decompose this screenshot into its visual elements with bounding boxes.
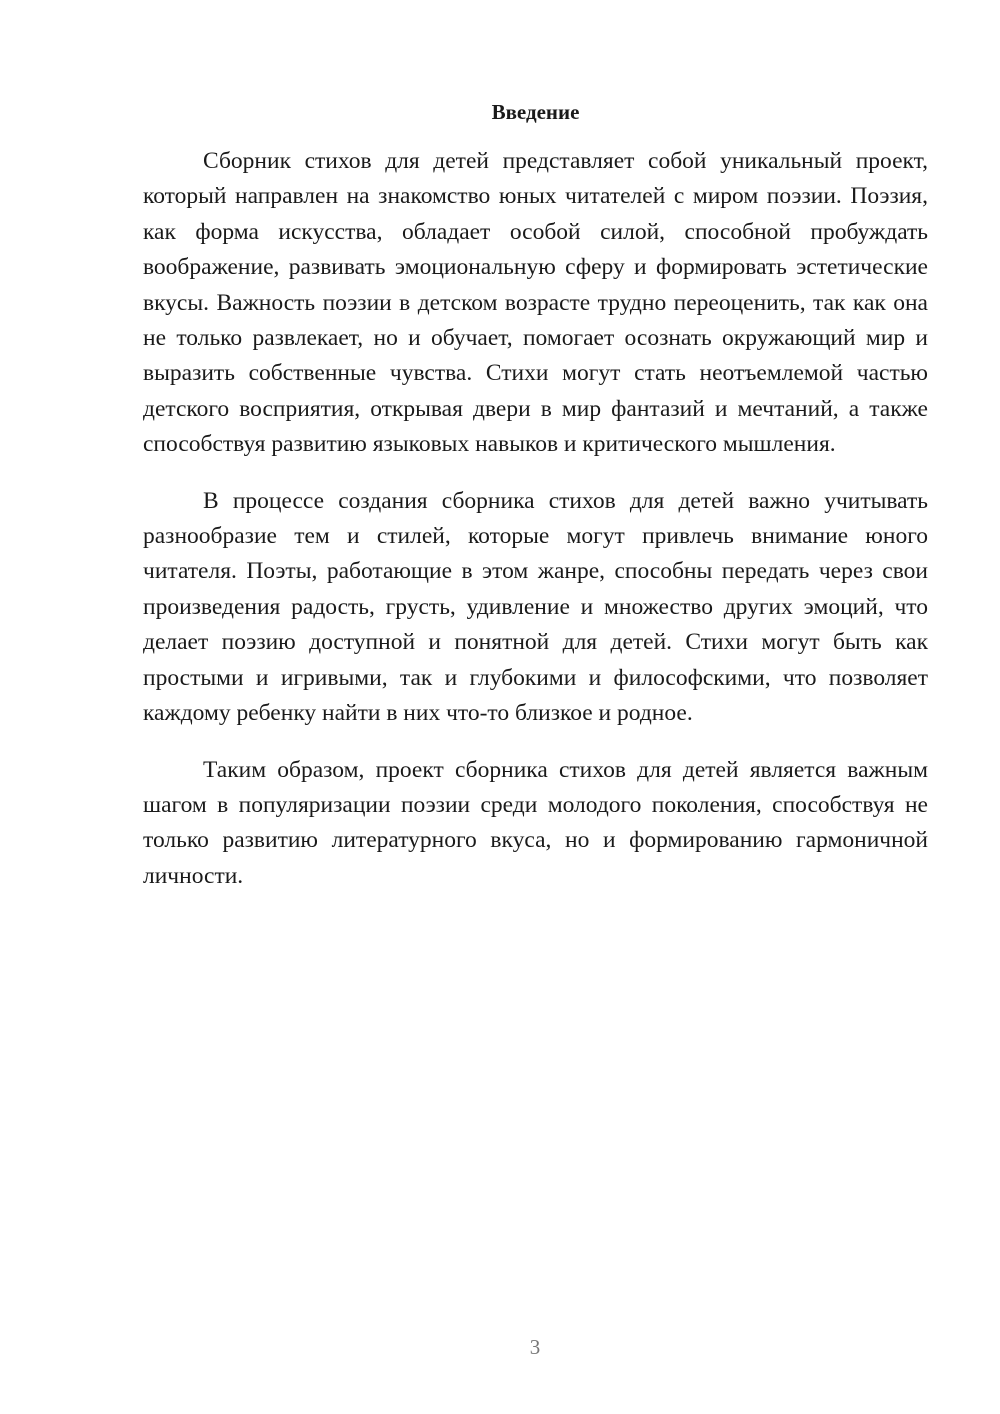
paragraph-2: В процессе создания сборника стихов для детей важно учитывать разнообразие тем и стилей, которые могут привлечь внимание юного читателя. Поэты, работающие в этом жанре, способны передать через свои произведения радость, грусть, удивление и множество других эмоций, что делает поэзию доступной и понятной для детей. Стихи могут быть как простыми и игривыми, так и глубокими и философскими, что позволяет каждому ребенку найти в них что-то близкое и родное. [143, 487, 928, 727]
page-title: Введение [491, 100, 580, 124]
body-text [143, 144, 928, 894]
paragraph-3: Таким образом, проект сборника стихов для детей является важным шагом в популяризации поэзии среди молодого поколения, способствуя не только развитию литературного вкуса, но и формированию гармоничной личности. [143, 756, 928, 889]
paragraph-1: Сборник стихов для детей представляет собой уникальный проект, который направлен на знакомство юных читателей с миром поэзии. Поэзия, как форма искусства, обладает особой силой, способной пробуждать воображение, развивать эмоциональную сферу и формировать эстетические вкусы. Важность поэзии в детском возрасте трудно переоценить, так как она не только развлекает, но и обучает, помогает осознать окружающий мир и выразить собственные чувства. Стихи могут стать неотъемлемой частью детского восприятия, открывая двери в мир фантазий и мечтаний, а также способствуя развитию языковых навыков и критического мышления. [143, 148, 928, 458]
page-number: 3 [529, 1335, 541, 1359]
